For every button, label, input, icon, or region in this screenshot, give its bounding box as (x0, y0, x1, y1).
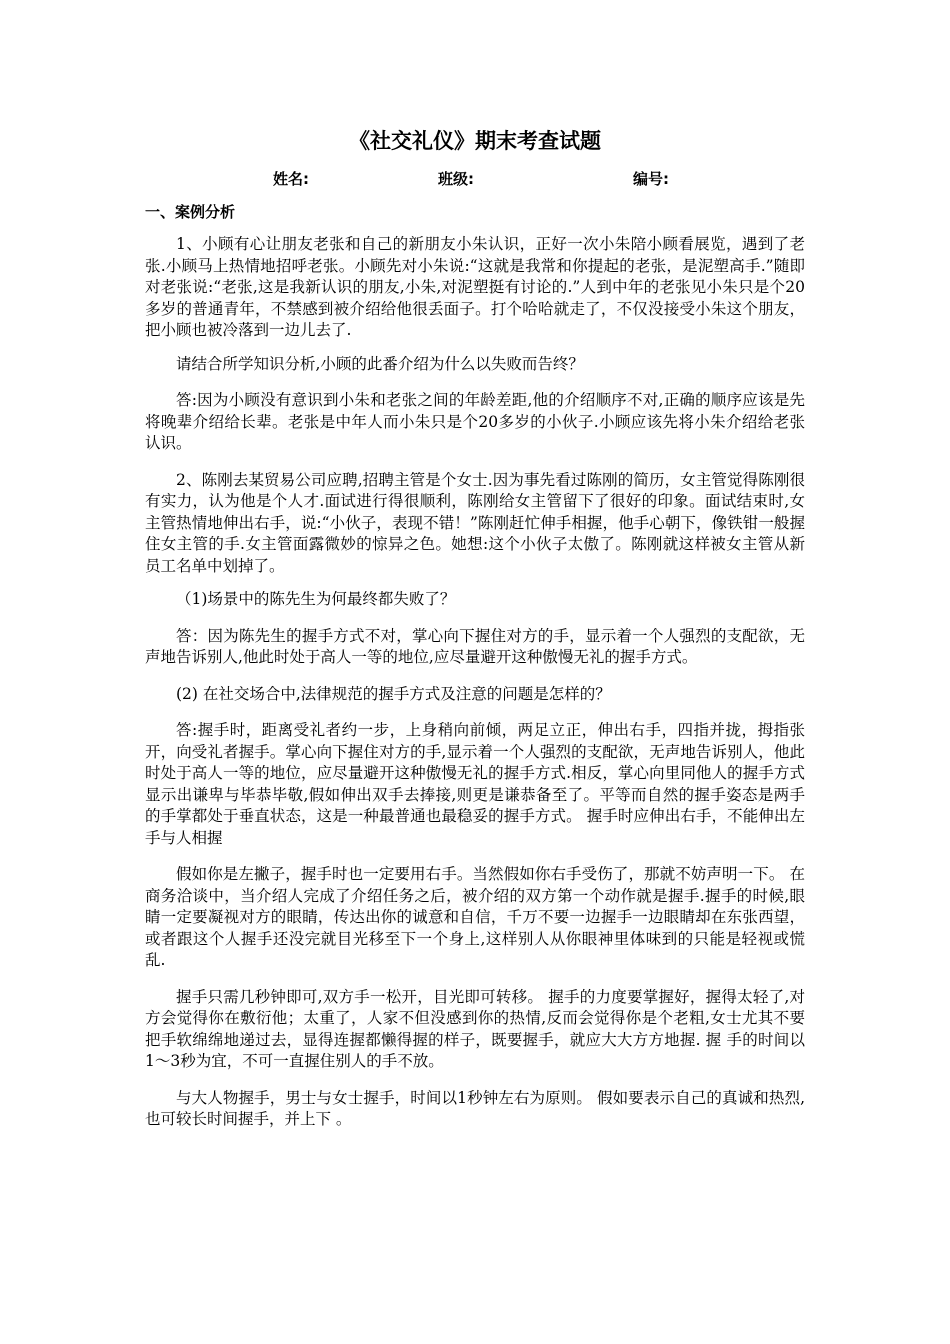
class-field-label: 班级: (438, 170, 474, 188)
case2-answer2-paragraph: 与大人物握手，男士与女士握手，时间以1秒钟左右为原则。 假如要表示自己的真诚和热烈,也可较长时间握手，并上下 。 (145, 1088, 805, 1128)
name-field-label: 姓名: (273, 170, 309, 188)
case2-text: 2、陈刚去某贸易公司应聘,招聘主管是个女士.因为事先看过陈刚的简历，女主管觉得陈刚很有实力，认为他是个人才.面试进行得很顺利，陈刚给女主管留下了很好的印象。面试结束时,女主管热情地伸出右手，说:“小伙子，表现不错！”陈刚赶忙伸手相握，他手心朝下，像铁钳一般握住女主管的手.女主管面露微妙的惊异之色。她想:这个小伙子太傲了。陈刚就这样被女主管从新员工名单中划掉了。 (145, 470, 805, 575)
case2-answer2-paragraph: 握手只需几秒钟即可,双方手一松开，目光即可转移。 握手的力度要掌握好，握得太轻了,对方会觉得你在敷衍他；太重了，人家不但没感到你的热情,反而会觉得你是个老粗,女士尤其不要把手软绵绵地递过去，显得连握都懒得握的样子，既要握手，就应大大方方地握. 握 手的时间以1～3秒为宜，不可一直握住别人的手不放。 (145, 987, 805, 1070)
case2-question2: (2) 在社交场合中,法律规范的握手方式及注意的问题是怎样的？ (176, 684, 611, 703)
document-page (145, 120, 805, 1146)
case1-question: 请结合所学知识分析,小顾的此番介绍为什么以失败而告终？ (176, 354, 584, 373)
case2-question1: （1)场景中的陈先生为何最终都失败了？ (176, 590, 456, 608)
student-info-row (145, 164, 805, 194)
number-field-label: 编号: (633, 170, 669, 188)
section-heading: 一、案例分析 (145, 203, 236, 221)
case1-text: 1、小顾有心让朋友老张和自己的新朋友小朱认识，正好一次小朱陪小顾看展览，遇到了老张.小顾马上热情地招呼老张。小顾先对小朱说:“这就是我常和你提起的老张，是泥塑高手.”随即对老张说:“老张,这是我新认识的朋友,小朱,对泥塑挺有讨论的.”人到中年的老张见小朱只是个20多岁的普通青年，不禁感到被介绍给他很丢面子。打个哈哈就走了，不仅没接受小朱这个朋友，把小顾也被冷落到一边儿去了. (145, 235, 805, 339)
case1-answer: 答:因为小顾没有意识到小朱和老张之间的年龄差距,他的介绍顺序不对,正确的顺序应该是先将晚辈介绍给长辈。老张是中年人而小朱只是个20多岁的小伙子.小顾应该先将小朱介绍给老张认识。 (145, 391, 805, 452)
document-title: 《社交礼仪》期末考查试题 (349, 129, 601, 153)
case2-answer2-paragraph: 答:握手时，距离受礼者约一步，上身稍向前倾，两足立正，伸出右手，四指并拢，拇指张开，向受礼者握手。掌心向下握住对方的手,显示着一个人强烈的支配欲，无声地告诉别人，他此时处于高人一等的地位，应尽量避开这种傲慢无礼的握手方式.相反，掌心向里同他人的握手方式显示出谦卑与毕恭毕敬,假如伸出双手去捧接,则更是谦恭备至了。平等而自然的握手姿态是两手的手掌都处于垂直状态，这是一种最普通也最稳妥的握手方式。 握手时应伸出右手，不能伸出左手与人相握 (145, 721, 805, 847)
case2-answer2-paragraph: 假如你是左撇子，握手时也一定要用右手。当然假如你右手受伤了，那就不妨声明一下。 在商务洽谈中，当介绍人完成了介绍任务之后，被介绍的双方第一个动作就是握手.握手的时候,眼睛一定要凝视对方的眼睛，传达出你的诚意和自信，千万不要一边握手一边眼睛却在东张西望，或者跟这个人握手还没完就目光移至下一个身上,这样别人从你眼神里体味到的只能是轻视或慌乱. (145, 865, 805, 969)
case2-answer1: 答：因为陈先生的握手方式不对，掌心向下握住对方的手，显示着一个人强烈的支配欲，无声地告诉别人,他此时处于高人一等的地位,应尽量避开这种傲慢无礼的握手方式。 (145, 626, 805, 666)
